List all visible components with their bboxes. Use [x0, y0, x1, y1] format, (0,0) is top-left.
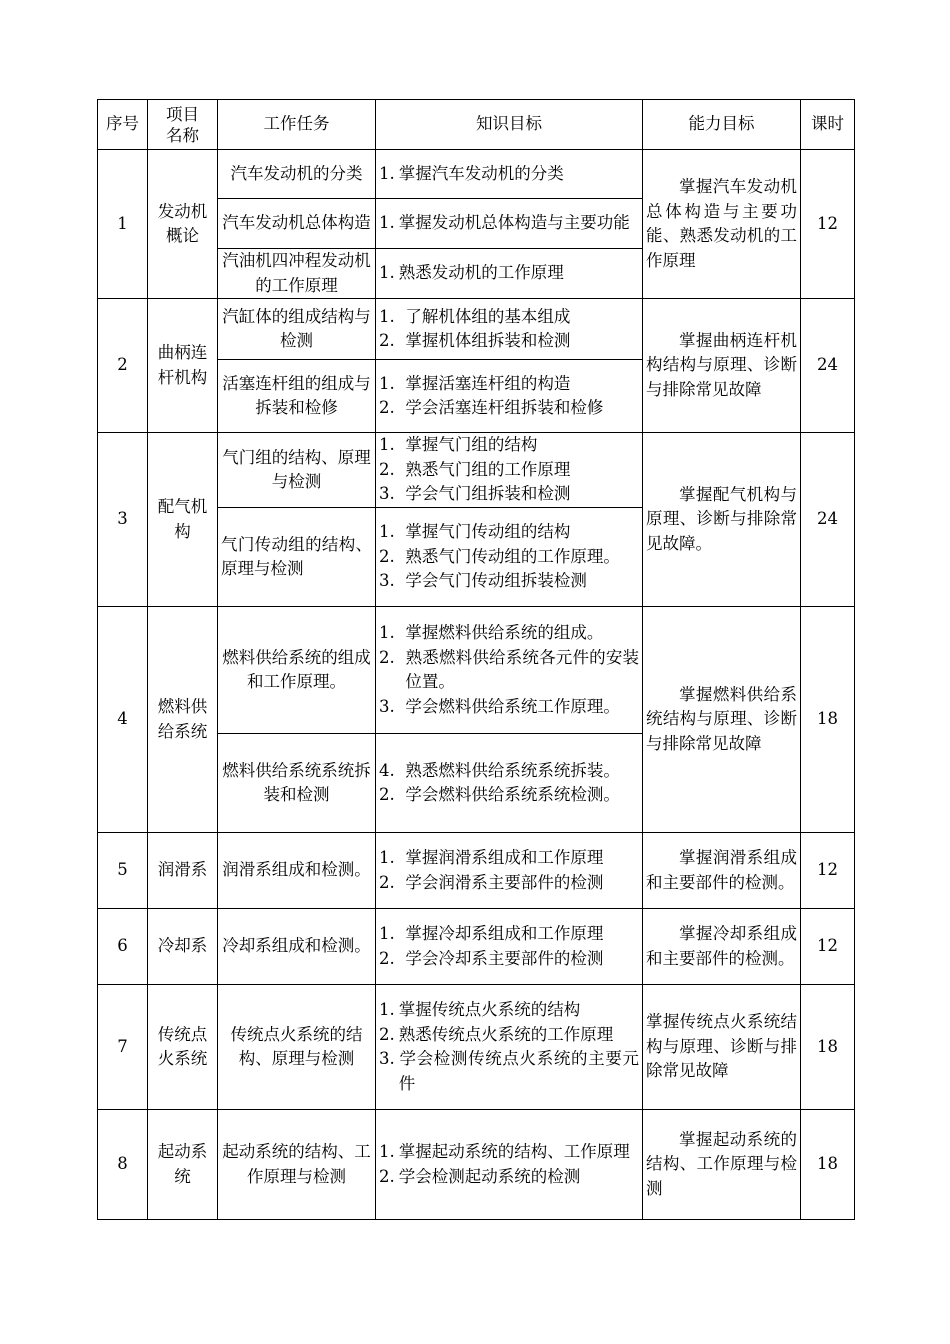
row-ability: 掌握起动系统的结构、工作原理与检测 [643, 1110, 801, 1220]
knowledge-item-text: 学会燃料供给系统工作原理。 [405, 696, 620, 716]
knowledge-item-number: 2. [379, 1166, 395, 1186]
header-project [148, 100, 218, 150]
knowledge-item-number: 2. [379, 1024, 395, 1044]
knowledge-item-number: 3. [379, 1049, 395, 1068]
knowledge-item [379, 922, 639, 947]
knowledge-item-number: 2. [379, 785, 395, 804]
knowledge-item-number: 2. [379, 331, 395, 350]
knowledge-item [379, 545, 639, 570]
table-row [98, 150, 855, 199]
knowledge-item [379, 1023, 639, 1048]
knowledge-item-text: 学会燃料供给系统系统检测。 [405, 785, 620, 804]
knowledge-list [379, 1140, 639, 1189]
knowledge-item [379, 520, 639, 545]
knowledge-item-number: 1. [379, 1000, 395, 1019]
knowledge-list [379, 372, 639, 421]
row-seq: 3 [98, 433, 148, 607]
table-row [98, 1110, 855, 1220]
knowledge-item [379, 621, 639, 646]
knowledge-item-text: 掌握发动机总体构造与主要功能 [398, 213, 630, 233]
row-seq: 6 [98, 909, 148, 985]
knowledge-item-number: 4. [379, 760, 395, 780]
row-task: 润滑系组成和检测。 [218, 833, 376, 909]
row-ability: 掌握配气机构与原理、诊断与排除常见故障。 [643, 433, 801, 607]
knowledge-list [379, 433, 639, 507]
row-seq: 1 [98, 150, 148, 299]
row-task: 汽车发动机总体构造 [218, 199, 376, 249]
row-hours: 12 [801, 833, 855, 909]
knowledge-item-text: 掌握燃料供给系统的组成。 [405, 623, 604, 642]
knowledge-item-number: 3. [379, 571, 395, 591]
knowledge-item [379, 329, 639, 354]
knowledge-item-number: 1. [379, 306, 395, 326]
row-ability: 掌握冷却系组成和主要部件的检测。 [643, 909, 801, 985]
table-body [98, 150, 855, 1220]
knowledge-item [379, 569, 639, 594]
row-project: 传统点火系统 [148, 985, 218, 1110]
knowledge-item [379, 998, 639, 1023]
row-project: 润滑系 [148, 833, 218, 909]
row-knowledge [376, 734, 643, 833]
row-knowledge [376, 909, 643, 985]
knowledge-list [379, 621, 639, 719]
knowledge-item-text: 学会检测起动系统的检测 [398, 1166, 581, 1186]
row-knowledge [376, 433, 643, 508]
knowledge-item-text: 掌握气门组的结构 [405, 435, 538, 455]
row-project: 曲柄连杆机构 [148, 299, 218, 433]
row-seq: 4 [98, 607, 148, 833]
row-ability: 掌握燃料供给系统结构与原理、诊断与排除常见故障 [643, 607, 801, 833]
row-ability: 掌握汽车发动机总体构造与主要功能、熟悉发动机的工作原理 [643, 150, 801, 299]
knowledge-item-number: 1. [379, 924, 395, 943]
knowledge-item [379, 261, 639, 286]
knowledge-item-text: 学会活塞连杆组拆装和检修 [405, 398, 604, 417]
row-project: 冷却系 [148, 909, 218, 985]
table-row [98, 833, 855, 909]
knowledge-item [379, 1165, 639, 1190]
header-hours: 课时 [801, 100, 855, 150]
knowledge-list [379, 759, 639, 808]
knowledge-item-number: 1. [379, 522, 395, 542]
knowledge-item-number: 2. [379, 948, 395, 968]
row-hours: 12 [801, 909, 855, 985]
row-task: 起动系统的结构、工作原理与检测 [218, 1110, 376, 1220]
knowledge-list [379, 922, 639, 971]
knowledge-item-text: 掌握气门传动组的结构 [405, 522, 571, 542]
knowledge-item-number: 1. [379, 435, 395, 455]
header-seq: 序号 [98, 100, 148, 150]
knowledge-item [379, 759, 639, 784]
knowledge-item-text: 掌握润滑系组成和工作原理 [405, 848, 604, 867]
knowledge-item-number: 2. [379, 398, 395, 417]
header-ability: 能力目标 [643, 100, 801, 150]
row-hours: 18 [801, 985, 855, 1110]
knowledge-item-text: 学会冷却系主要部件的检测 [405, 948, 604, 968]
row-task: 汽油机四冲程发动机的工作原理 [218, 249, 376, 299]
knowledge-item-text: 掌握起动系统的结构、工作原理 [398, 1142, 630, 1161]
knowledge-item-number: 1. [379, 263, 395, 283]
knowledge-list [379, 520, 639, 594]
knowledge-item-text: 掌握机体组拆装和检测 [405, 331, 571, 350]
header-knowledge: 知识目标 [376, 100, 643, 150]
knowledge-item-number: 1. [379, 848, 395, 867]
row-ability: 掌握润滑系组成和主要部件的检测。 [643, 833, 801, 909]
row-task: 活塞连杆组的组成与拆装和检修 [218, 360, 376, 433]
row-knowledge [376, 607, 643, 734]
row-seq: 7 [98, 985, 148, 1110]
knowledge-item [379, 646, 639, 695]
curriculum-table [97, 99, 855, 1220]
header-task: 工作任务 [218, 100, 376, 150]
row-project: 发动机概论 [148, 150, 218, 299]
knowledge-item-text: 熟悉发动机的工作原理 [398, 263, 564, 283]
knowledge-item-number: 1. [379, 623, 395, 642]
knowledge-list [379, 846, 639, 895]
row-knowledge [376, 360, 643, 433]
row-knowledge [376, 833, 643, 909]
knowledge-list [379, 261, 639, 286]
row-ability: 掌握传统点火系统结构与原理、诊断与排除常见故障 [643, 985, 801, 1110]
knowledge-item-text: 熟悉燃料供给系统各元件的安装位置。 [405, 647, 639, 691]
row-project: 起动系统 [148, 1110, 218, 1220]
knowledge-item-text: 了解机体组的基本组成 [405, 306, 571, 326]
row-knowledge [376, 249, 643, 299]
row-seq: 2 [98, 299, 148, 433]
row-task: 传统点火系统的结构、原理与检测 [218, 985, 376, 1110]
row-hours: 24 [801, 299, 855, 433]
knowledge-item-text: 熟悉气门传动组的工作原理。 [405, 546, 620, 566]
table-row [98, 909, 855, 985]
knowledge-item [379, 1047, 639, 1096]
knowledge-item-number: 1. [379, 213, 395, 233]
knowledge-item-number: 3. [379, 484, 395, 504]
knowledge-item-number: 3. [379, 696, 395, 716]
knowledge-item-number: 1. [379, 373, 395, 393]
knowledge-list [379, 162, 639, 187]
row-knowledge [376, 1110, 643, 1220]
header-project-text: 项目 名称 [166, 104, 199, 145]
knowledge-item-text: 掌握传统点火系统的结构 [398, 1000, 581, 1019]
row-ability: 掌握曲柄连杆机构结构与原理、诊断与排除常见故障 [643, 299, 801, 433]
knowledge-item-text: 学会检测传统点火系统的主要元件 [398, 1049, 639, 1093]
table-row [98, 433, 855, 508]
knowledge-item-number: 2. [379, 872, 395, 892]
row-task: 汽车发动机的分类 [218, 150, 376, 199]
row-hours: 24 [801, 433, 855, 607]
row-knowledge [376, 199, 643, 249]
row-task: 燃料供给系统系统拆装和检测 [218, 734, 376, 833]
knowledge-item [379, 305, 639, 330]
knowledge-item-text: 熟悉燃料供给系统系统拆装。 [405, 760, 620, 780]
knowledge-item-text: 学会气门传动组拆装检测 [405, 571, 587, 591]
knowledge-item [379, 871, 639, 896]
row-task: 气门组的结构、原理与检测 [218, 433, 376, 508]
knowledge-item-text: 熟悉气门组的工作原理 [405, 459, 571, 479]
knowledge-item [379, 211, 639, 236]
knowledge-item-number: 1. [379, 1142, 395, 1161]
knowledge-item-text: 掌握汽车发动机的分类 [398, 163, 564, 183]
row-project: 配气机构 [148, 433, 218, 607]
knowledge-item-number: 2. [379, 459, 395, 479]
knowledge-list [379, 305, 639, 354]
row-task: 汽缸体的组成结构与检测 [218, 299, 376, 360]
knowledge-item [379, 783, 639, 808]
row-knowledge [376, 985, 643, 1110]
table-row [98, 607, 855, 734]
knowledge-item [379, 396, 639, 421]
header-row [98, 100, 855, 150]
table-row [98, 985, 855, 1110]
knowledge-list [379, 211, 639, 236]
knowledge-item-number: 1. [379, 163, 395, 183]
knowledge-item [379, 162, 639, 187]
table-row [98, 299, 855, 360]
knowledge-item [379, 458, 639, 483]
knowledge-item-number: 2. [379, 546, 395, 566]
knowledge-item-text: 掌握活塞连杆组的构造 [405, 373, 571, 393]
knowledge-item [379, 846, 639, 871]
knowledge-item-text: 熟悉传统点火系统的工作原理 [398, 1024, 614, 1044]
knowledge-item-number: 2. [379, 647, 395, 667]
knowledge-item [379, 433, 639, 458]
row-knowledge [376, 508, 643, 607]
knowledge-list [379, 998, 639, 1096]
knowledge-item-text: 学会气门组拆装和检测 [405, 484, 571, 504]
row-seq: 5 [98, 833, 148, 909]
row-hours: 18 [801, 607, 855, 833]
row-knowledge [376, 299, 643, 360]
row-hours: 12 [801, 150, 855, 299]
row-task: 气门传动组的结构、原理与检测 [218, 508, 376, 607]
row-task: 冷却系组成和检测。 [218, 909, 376, 985]
knowledge-item-text: 掌握冷却系组成和工作原理 [405, 924, 604, 943]
row-hours: 18 [801, 1110, 855, 1220]
row-knowledge [376, 150, 643, 199]
row-project: 燃料供给系统 [148, 607, 218, 833]
knowledge-item [379, 1140, 639, 1165]
knowledge-item-text: 学会润滑系主要部件的检测 [405, 872, 604, 892]
row-seq: 8 [98, 1110, 148, 1220]
knowledge-item [379, 372, 639, 397]
knowledge-item [379, 482, 639, 507]
knowledge-item [379, 695, 639, 720]
knowledge-item [379, 947, 639, 972]
row-task: 燃料供给系统的组成和工作原理。 [218, 607, 376, 734]
